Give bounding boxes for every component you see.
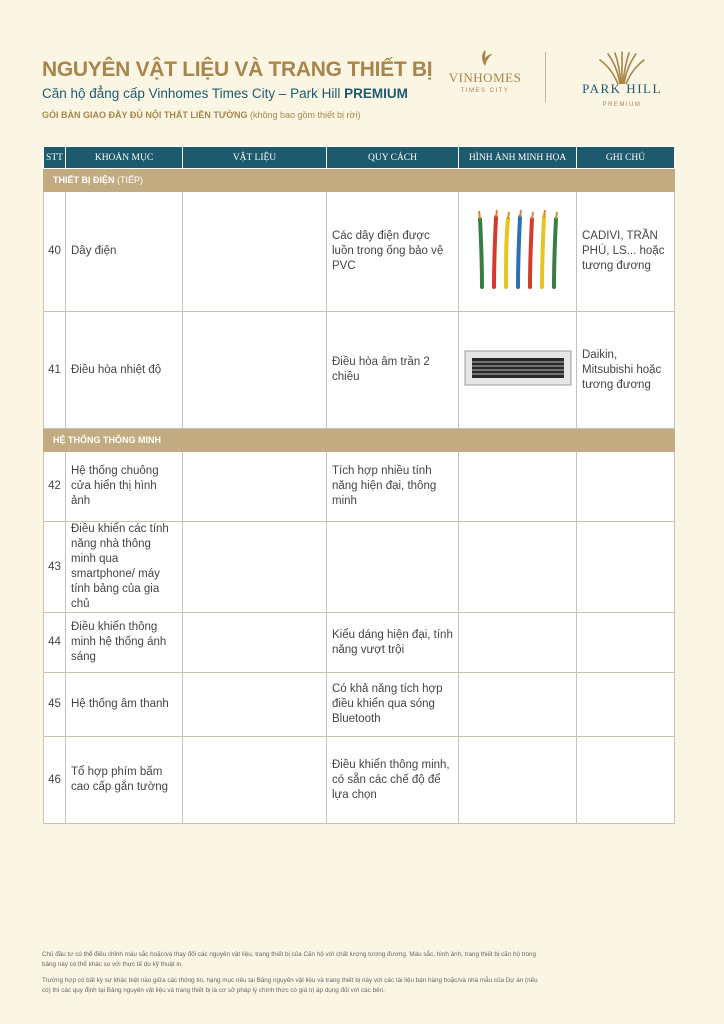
row-image xyxy=(459,192,577,312)
row-stt: 44 xyxy=(44,613,66,673)
col-header-item: KHOẢN MỤC xyxy=(66,147,183,169)
row-stt: 46 xyxy=(44,737,66,824)
row-item: Dây điện xyxy=(66,192,183,312)
row-material xyxy=(183,737,327,824)
row-material xyxy=(183,452,327,522)
table-row xyxy=(44,452,675,522)
row-image xyxy=(459,737,577,824)
section-label: THIẾT BỊ ĐIỆN xyxy=(53,174,115,185)
park-hill-sub: PREMIUM xyxy=(602,102,642,108)
row-item: Hệ thống chuông cửa hiển thị hình ảnh xyxy=(66,452,183,522)
row-note xyxy=(577,737,675,824)
row-image xyxy=(459,522,577,613)
table-row xyxy=(44,312,675,429)
row-spec: Điều khiển thông minh, có sẵn các chế độ để lựa chọn xyxy=(327,737,459,824)
row-item: Điều hòa nhiệt độ xyxy=(66,312,183,429)
row-note xyxy=(577,673,675,737)
row-note: CADIVI, TRẦN PHÚ, LS... hoặc tương đương xyxy=(577,192,675,312)
row-stt: 43 xyxy=(44,522,66,613)
row-material xyxy=(183,613,327,673)
air-conditioner-icon xyxy=(464,350,572,386)
row-stt: 40 xyxy=(44,192,66,312)
row-item: Hệ thống âm thanh xyxy=(66,673,183,737)
vinhomes-bird-icon xyxy=(440,48,530,68)
disclaimer-2: Trường hợp có bất kỳ sự khác biệt nào giữa các thông tin, hạng mục nêu tại Bảng nguyên vật liệu và trang thiết bị này với các tài liệu bán hàng hoặc/và nhà mẫu của Dự án (nếu có) thì các quy định tại Bảng nguyên vật liệu và trang thiết bị là cơ sở pháp lý chính thức có giá trị áp dụng đối với các bên. xyxy=(42,977,538,994)
table-row xyxy=(44,192,675,312)
row-image xyxy=(459,452,577,522)
row-item: Tổ hợp phím bấm cao cấp gắn tường xyxy=(66,737,183,824)
col-header-material: VẬT LIỆU xyxy=(183,147,327,169)
section-row-electrical xyxy=(44,169,675,192)
col-header-image: HÌNH ẢNH MINH HỌA xyxy=(459,147,577,169)
row-note xyxy=(577,613,675,673)
table-row xyxy=(44,613,675,673)
row-item: Điều khiển các tính năng nhà thông minh qua smartphone/ máy tính bảng của gia chủ xyxy=(66,522,183,613)
table-row xyxy=(44,673,675,737)
park-hill-name: PARK HILL xyxy=(582,81,662,96)
row-stt: 41 xyxy=(44,312,66,429)
vinhomes-logo xyxy=(440,48,530,94)
disclaimer-1: Chủ đầu tư có thể điều chỉnh màu sắc hoặc/và thay đổi các nguyên vật liệu, trang thiết bị của Căn hộ với chất lượng tương đương. Màu sắc, hình ảnh, trang thiết bị căn hộ trong bảng này có thể khác so với thực tế do kỹ thuật in. xyxy=(42,951,537,968)
table-row xyxy=(44,522,675,613)
package-title: GÓI BÀN GIAO ĐẦY ĐỦ NỘI THẤT LIỀN TƯỜNG xyxy=(42,110,248,120)
section-label: HỆ THỐNG THÔNG MINH xyxy=(44,429,675,452)
row-material xyxy=(183,673,327,737)
section-row-smart xyxy=(44,429,675,452)
row-spec: Có khả năng tích hợp điều khiển qua sóng Bluetooth xyxy=(327,673,459,737)
subtitle-bold: PREMIUM xyxy=(344,86,408,101)
row-note: Daikin, Mitsubishi hoặc tương đương xyxy=(577,312,675,429)
materials-table xyxy=(43,146,675,824)
row-note xyxy=(577,522,675,613)
row-spec: Các dây điện được luồn trong ống bảo vệ PVC xyxy=(327,192,459,312)
row-image xyxy=(459,613,577,673)
row-stt: 45 xyxy=(44,673,66,737)
colored-wires-icon xyxy=(468,209,568,289)
row-note xyxy=(577,452,675,522)
park-hill-logo xyxy=(562,48,682,108)
table-row xyxy=(44,737,675,824)
col-header-stt: STT xyxy=(44,147,66,169)
row-material xyxy=(183,522,327,613)
row-image xyxy=(459,673,577,737)
row-material xyxy=(183,192,327,312)
col-header-spec: QUY CÁCH xyxy=(327,147,459,169)
vinhomes-name: VINHOMES xyxy=(448,70,522,85)
package-line xyxy=(42,110,682,120)
vinhomes-sub: TIMES CITY xyxy=(460,88,510,94)
row-material xyxy=(183,312,327,429)
footer-disclaimer xyxy=(42,950,542,996)
row-stt: 42 xyxy=(44,452,66,522)
row-spec xyxy=(327,522,459,613)
subtitle-text: Căn hộ đẳng cấp Vinhomes Times City – Park Hill xyxy=(42,86,341,101)
package-note: (không bao gồm thiết bị rời) xyxy=(250,110,361,120)
table-header-row xyxy=(44,147,675,169)
row-spec: Tích hợp nhiều tính năng hiện đại, thông minh xyxy=(327,452,459,522)
page-title: NGUYÊN VẬT LIỆU VÀ TRANG THIẾT BỊ xyxy=(42,58,433,81)
logo-divider xyxy=(545,52,546,102)
section-suffix: (TIẾP) xyxy=(117,174,144,185)
row-spec: Điều hòa âm trần 2 chiều xyxy=(327,312,459,429)
row-spec: Kiểu dáng hiện đại, tính năng vượt trội xyxy=(327,613,459,673)
col-header-note: GHI CHÚ xyxy=(577,147,675,169)
row-item: Điều khiển thông minh hệ thống ánh sáng xyxy=(66,613,183,673)
row-image xyxy=(459,312,577,429)
